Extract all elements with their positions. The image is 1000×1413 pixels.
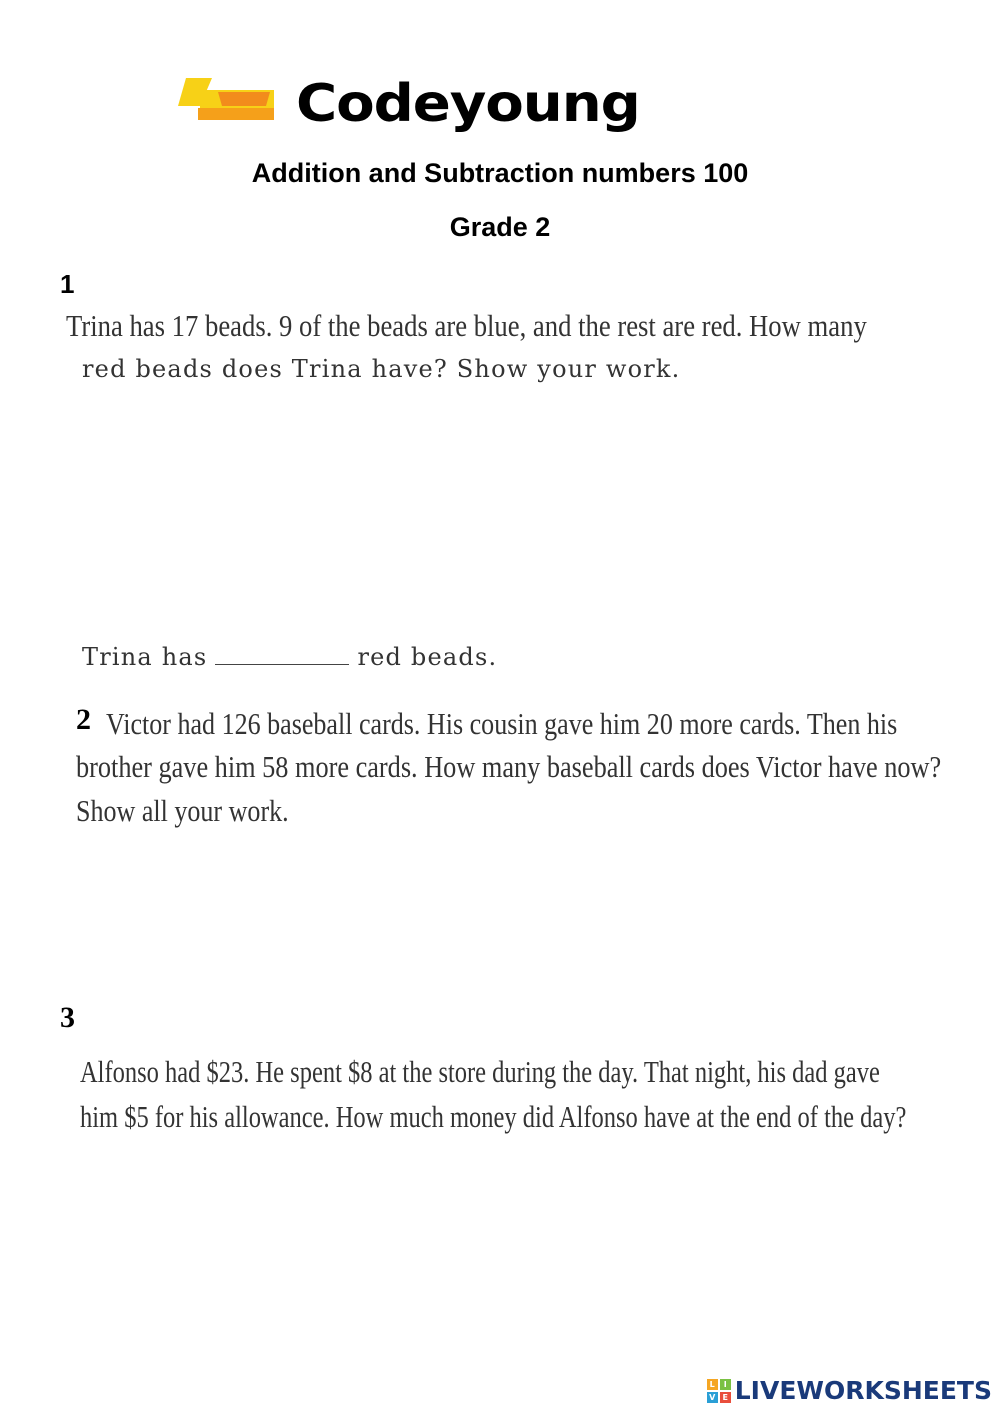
grade-label: Grade 2 [449, 212, 551, 242]
question-1-line-2: red beads does Trina have? Show your work. [82, 355, 681, 383]
question-3-number: 3 [60, 1001, 75, 1034]
lw-cell-e: E [720, 1392, 731, 1403]
liveworksheets-brand [707, 1378, 992, 1403]
question-1-number: 1 [60, 269, 75, 299]
answer-prefix: Trina has [82, 643, 208, 671]
liveworksheets-wordmark: LIVEWORKSHEETS [734, 1376, 992, 1405]
question-2-line-1: Victor had 126 baseball cards. His cousin gave him 20 more cards. Then his [106, 706, 898, 741]
question-3-line-2: him $5 for his allowance. How much money did Alfonso have at the end of the day? [80, 1099, 907, 1134]
question-2-line-2: brother gave him 58 more cards. How many baseball cards does Victor have now? [76, 749, 942, 784]
question-3-line-1: Alfonso had $23. He spent $8 at the store during the day. That night, his dad gave [80, 1054, 880, 1089]
question-2-line-3: Show all your work. [76, 793, 289, 828]
page-title: Addition and Subtraction numbers 100 [251, 158, 749, 188]
lw-cell-i: I [720, 1379, 731, 1390]
question-1-answer-line [82, 645, 497, 669]
lw-cell-v: V [707, 1392, 718, 1403]
lw-cell-l: L [707, 1379, 718, 1390]
codeyoung-logo-icon [178, 72, 274, 122]
logo-wordmark: Codeyoung [296, 74, 640, 134]
question-2-number: 2 [76, 703, 91, 736]
answer-blank[interactable] [215, 646, 349, 665]
liveworksheets-logo-icon [707, 1379, 731, 1403]
question-1-line-1: Trina has 17 beads. 9 of the beads are blue, and the rest are red. How many [66, 308, 867, 343]
answer-suffix: red beads. [357, 643, 498, 671]
